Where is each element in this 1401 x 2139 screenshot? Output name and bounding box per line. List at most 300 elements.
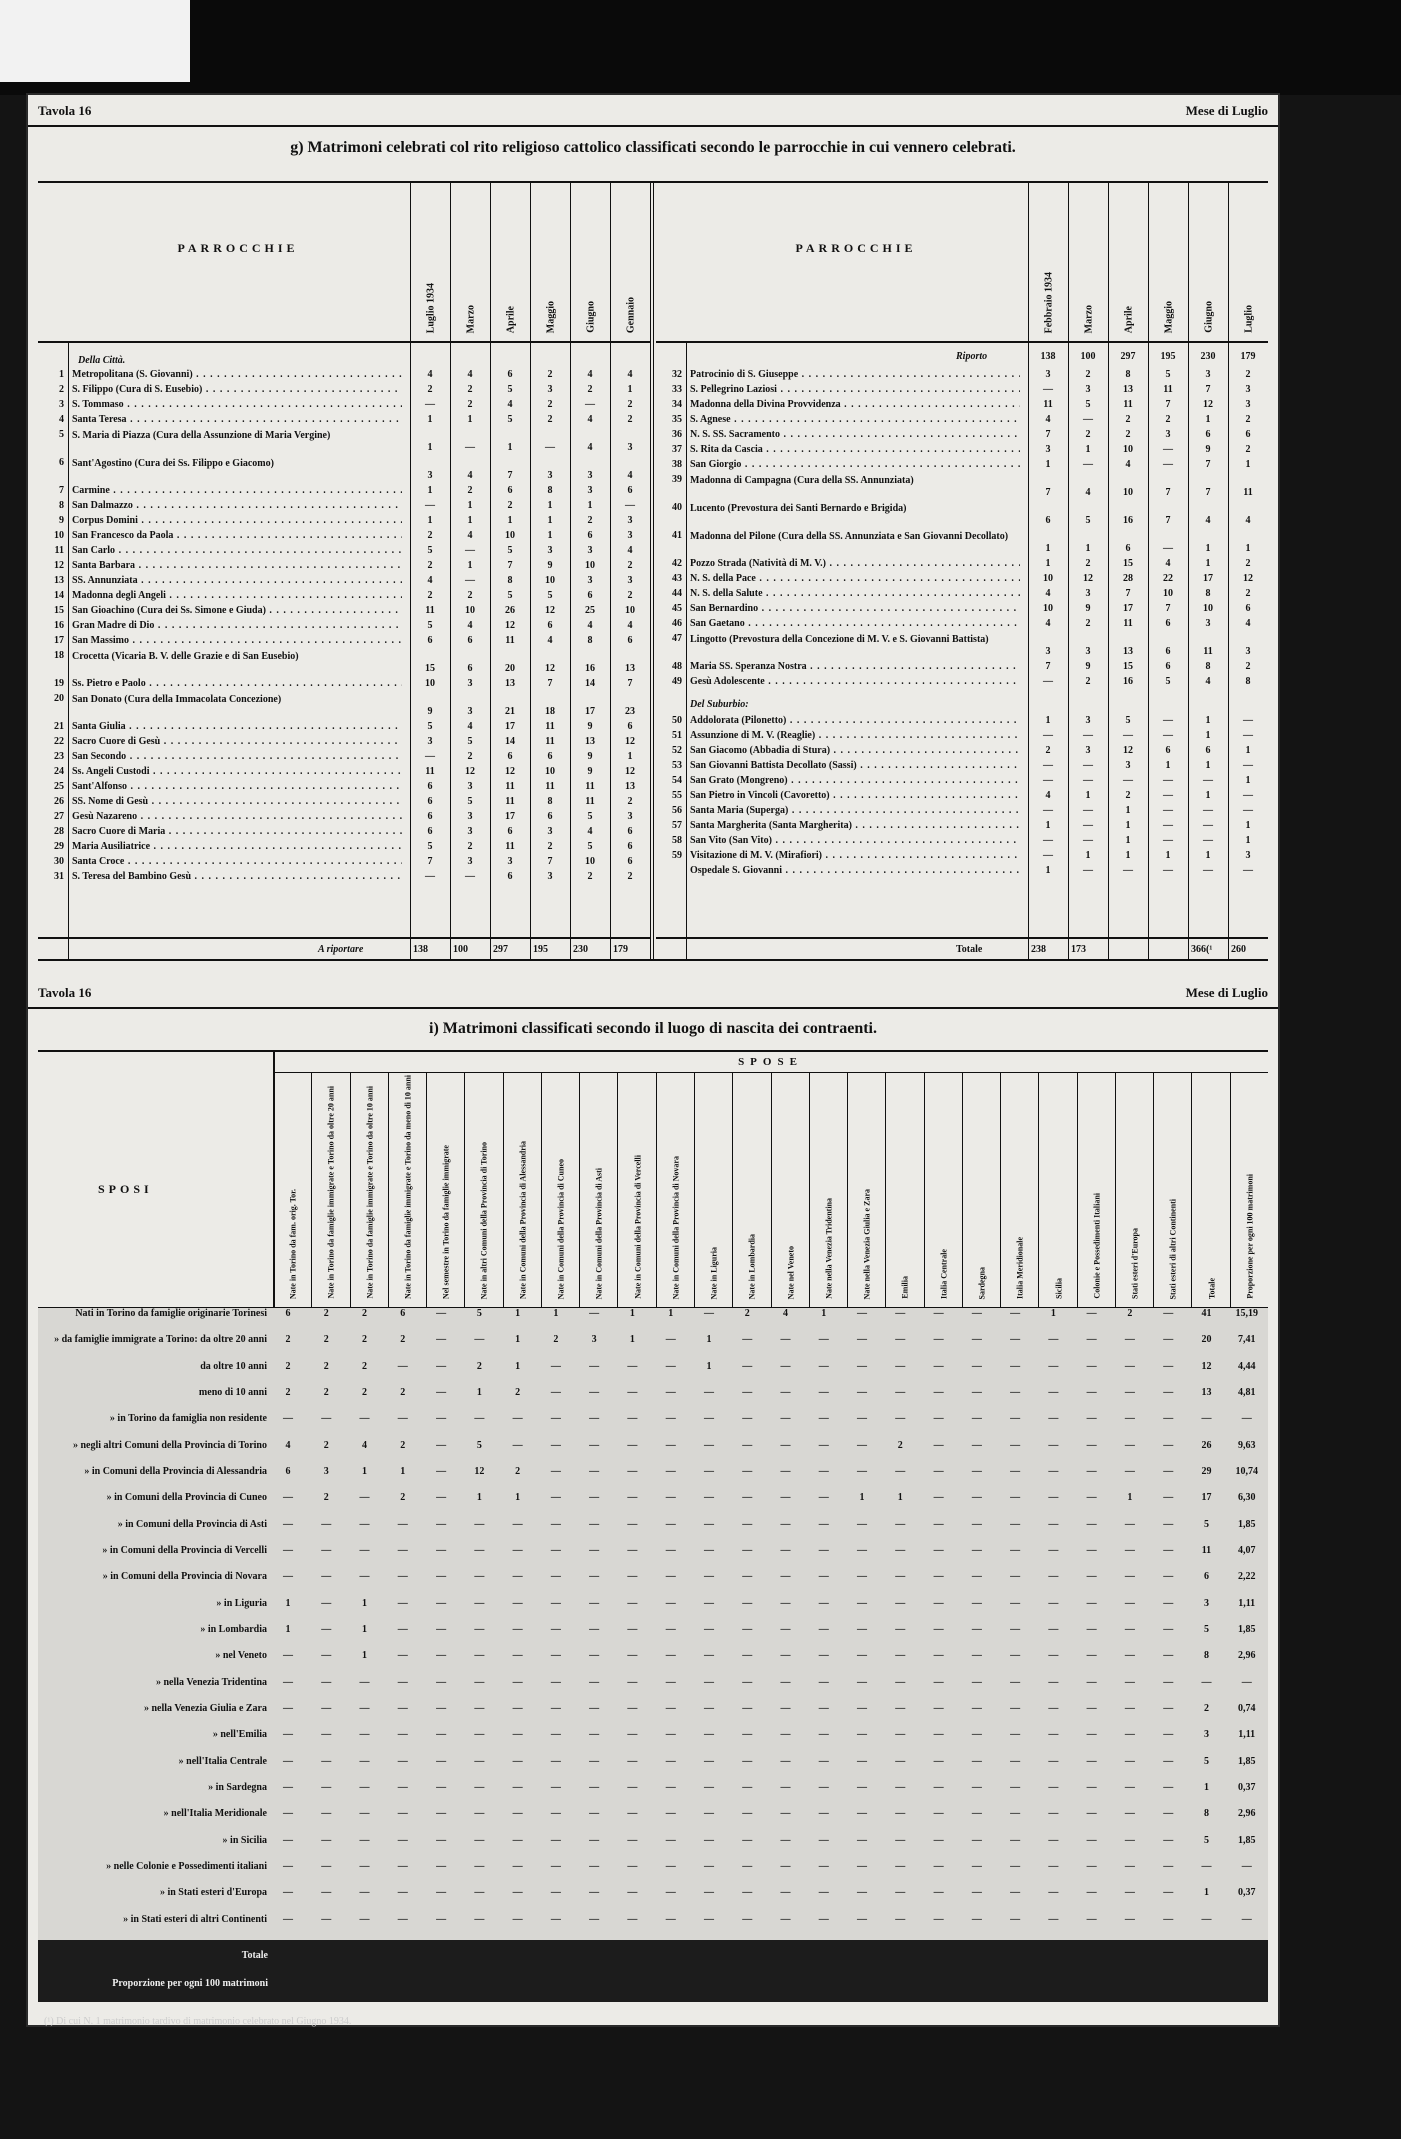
cell-value: — <box>933 1729 944 1741</box>
cell-value: 3 <box>587 485 593 496</box>
cell-value: — <box>550 1676 561 1688</box>
parish-name: SS. Nome di Gesù . . . <box>72 796 402 807</box>
cell-value: — <box>1048 1465 1059 1477</box>
cell-value: 13 <box>625 663 635 674</box>
cell-value: — <box>665 1755 676 1767</box>
cell-value: 1 <box>427 515 433 526</box>
row-number: 11 <box>54 545 64 556</box>
cell-value: — <box>780 1623 791 1635</box>
cell-value: — <box>436 1465 447 1477</box>
cell-value: — <box>818 1913 829 1925</box>
cell-value: — <box>780 1808 791 1820</box>
row-number: 1 <box>59 369 64 380</box>
month-label: Mese di Luglio <box>1185 103 1268 118</box>
row-number: 41 <box>672 530 682 541</box>
cell-value: — <box>321 1834 332 1846</box>
cell-value: — <box>971 1755 982 1767</box>
cell-value: — <box>397 1702 408 1714</box>
cell-value: 1 <box>427 414 433 425</box>
cell-value: 12 <box>1123 745 1133 756</box>
cell-value: — <box>474 1781 485 1793</box>
table-row <box>38 1808 1268 1834</box>
row-proportion: — <box>1241 1413 1252 1425</box>
left-column-header <box>38 181 650 343</box>
row-number: 54 <box>672 775 682 786</box>
cell-value: 11 <box>585 781 595 792</box>
cell-value: 5 <box>1165 369 1171 380</box>
cell-value: 5 <box>427 620 433 631</box>
cell-value: 2 <box>587 515 593 526</box>
table-row <box>38 650 650 678</box>
parish-name: Sant'Alfonso . . . <box>72 781 402 792</box>
cell-value: 2 <box>467 841 473 852</box>
cell-value: 2 <box>515 1386 521 1398</box>
spose-col-header <box>1115 1072 1154 1307</box>
cell-value: 2 <box>323 1360 329 1372</box>
spose-col-header <box>924 1072 963 1307</box>
cell-value: — <box>1124 1650 1135 1662</box>
cell-value: — <box>1048 1860 1059 1872</box>
cell-value: — <box>474 1676 485 1688</box>
cell-value: — <box>742 1913 753 1925</box>
cell-value: — <box>512 1439 523 1451</box>
col-label: Nate in altri Comuni della Provincia di Torino <box>479 1141 489 1299</box>
cell-value: 3 <box>547 470 553 481</box>
col-label: Nate in Comuni della Provincia di Novara <box>671 1155 681 1299</box>
cell-value: 10 <box>505 530 515 541</box>
cell-value: — <box>512 1518 523 1530</box>
cell-value: — <box>933 1887 944 1899</box>
cell-value: — <box>512 1676 523 1688</box>
cell-value: 9 <box>1085 603 1091 614</box>
cell-value: — <box>627 1386 638 1398</box>
row-number: 14 <box>54 590 64 601</box>
cell-value: 1 <box>1245 835 1251 846</box>
footer-value: 173 <box>1071 944 1086 955</box>
cell-value: — <box>857 1702 868 1714</box>
cell-value: 3 <box>627 530 633 541</box>
table-row <box>656 530 1268 558</box>
cell-value: 12 <box>465 766 475 777</box>
table-row <box>38 384 650 399</box>
cell-value: — <box>359 1755 370 1767</box>
cell-value: — <box>589 1887 600 1899</box>
cell-value: — <box>359 1544 370 1556</box>
cell-value: — <box>780 1676 791 1688</box>
parish-name: S. Filippo (Cura di S. Eusebio) . . . <box>72 384 402 395</box>
cell-value: — <box>1086 1860 1097 1872</box>
spose-col-header <box>426 1072 465 1307</box>
table-row <box>656 618 1268 633</box>
cell-value: 4 <box>427 575 433 586</box>
cell-value: — <box>742 1860 753 1872</box>
cell-value: 6 <box>400 1308 406 1319</box>
cell-value: 2 <box>362 1308 368 1319</box>
cell-value: — <box>359 1860 370 1872</box>
table-g <box>38 181 1268 961</box>
cell-value: 2 <box>1045 745 1051 756</box>
table-row <box>38 590 650 605</box>
cell-value: — <box>895 1571 906 1583</box>
row-proportion: 1,85 <box>1237 1518 1256 1530</box>
left-footer-row <box>38 937 650 961</box>
cell-value: — <box>550 1860 561 1872</box>
cell-value: — <box>703 1597 714 1609</box>
cell-value: — <box>933 1755 944 1767</box>
cell-value: — <box>1083 459 1093 470</box>
cell-value: 10 <box>545 766 555 777</box>
row-number: 58 <box>672 835 682 846</box>
cell-value: — <box>283 1413 293 1425</box>
row-proportion: 1,85 <box>1237 1755 1256 1767</box>
cell-value: — <box>550 1650 561 1662</box>
parish-name: S. Tommaso . . . <box>72 399 402 410</box>
cell-value: — <box>321 1413 332 1425</box>
parish-name: Sacro Cuore di Maria . . . <box>72 826 402 837</box>
cell-value: — <box>703 1729 714 1741</box>
cell-value: — <box>895 1518 906 1530</box>
cell-value: — <box>1086 1386 1097 1398</box>
col-label: Nate nella Venezia Tridentina <box>824 1198 834 1299</box>
cell-value: — <box>857 1913 868 1925</box>
table-row <box>38 530 650 545</box>
cell-value: 2 <box>285 1334 291 1346</box>
cell-value: — <box>397 1571 408 1583</box>
cell-value: — <box>971 1676 982 1688</box>
cell-value: 2 <box>1245 414 1251 425</box>
cell-value: — <box>1086 1781 1097 1793</box>
cell-value: 1 <box>1085 444 1091 455</box>
spose-col-header <box>617 1072 656 1307</box>
table-row <box>656 835 1268 850</box>
cell-value: — <box>857 1834 868 1846</box>
spose-col-header <box>1038 1072 1077 1307</box>
cell-value: — <box>1124 1439 1135 1451</box>
cell-value: — <box>780 1439 791 1451</box>
cell-value: — <box>283 1492 293 1504</box>
row-number: 44 <box>672 588 682 599</box>
row-number: 26 <box>54 796 64 807</box>
cell-value: 2 <box>323 1386 329 1398</box>
cell-value: 2 <box>547 414 553 425</box>
parish-name: San Francesco da Paola . . . <box>72 530 402 541</box>
cell-value: 10 <box>585 856 595 867</box>
cell-value: — <box>780 1465 791 1477</box>
row-number: 56 <box>672 805 682 816</box>
cell-value: 6 <box>1245 429 1251 440</box>
cell-value: — <box>283 1676 293 1688</box>
cell-value: — <box>1048 1597 1059 1609</box>
cell-value: 4 <box>783 1308 788 1319</box>
cell-value: — <box>627 1860 638 1872</box>
cell-value: — <box>703 1544 714 1556</box>
cell-value: — <box>971 1360 982 1372</box>
row-number: 39 <box>672 474 682 485</box>
cell-value: 4 <box>362 1439 368 1451</box>
col-label: Totale <box>1207 1277 1217 1299</box>
cell-value: 6 <box>507 369 513 380</box>
cell-value: — <box>589 1860 600 1872</box>
cell-value: — <box>627 1781 638 1793</box>
cell-value: 2 <box>467 751 473 762</box>
row-total: — <box>1201 1413 1212 1425</box>
row-number: 6 <box>59 457 64 468</box>
cell-value: — <box>1243 805 1253 816</box>
parish-name: Santa Barbara . . . <box>72 560 402 571</box>
cell-value: 5 <box>507 384 513 395</box>
section-heading-row <box>656 691 1268 715</box>
cell-value: 1 <box>467 414 473 425</box>
cell-value: — <box>895 1623 906 1635</box>
cell-value: — <box>742 1360 753 1372</box>
cell-value: — <box>818 1808 829 1820</box>
table-row <box>38 1703 1268 1729</box>
cell-value: — <box>933 1439 944 1451</box>
cell-value: — <box>436 1702 447 1714</box>
cell-value: — <box>971 1571 982 1583</box>
cell-value: — <box>550 1702 561 1714</box>
cell-value: — <box>321 1571 332 1583</box>
document-page <box>28 95 1278 2025</box>
cell-value: 4 <box>285 1439 291 1451</box>
cell-value: — <box>436 1887 447 1899</box>
row-label: Nati in Torino da famiglie originarie Torinesi <box>75 1308 267 1319</box>
table-row <box>656 459 1268 474</box>
parish-name: N. S. SS. Sacramento . . . <box>690 429 1020 440</box>
cell-value: — <box>857 1518 868 1530</box>
row-total: 5 <box>1203 1755 1209 1767</box>
cell-value: — <box>933 1623 944 1635</box>
cell-value: — <box>474 1755 485 1767</box>
table-row <box>38 635 650 650</box>
spose-col-header <box>541 1072 580 1307</box>
cell-value: — <box>465 545 475 556</box>
cell-value: — <box>1124 1623 1135 1635</box>
cell-value: — <box>436 1755 447 1767</box>
cell-value: — <box>1243 790 1253 801</box>
parish-name: S. Maria di Piazza (Cura della Assunzione di Maria Vergine) <box>72 430 331 441</box>
cell-value: 7 <box>1045 487 1051 498</box>
cell-value: — <box>665 1360 676 1372</box>
cell-value: 1 <box>629 1308 635 1319</box>
cell-value: 10 <box>465 605 475 616</box>
cell-value: — <box>627 1597 638 1609</box>
cell-value: — <box>436 1308 447 1319</box>
cell-value: — <box>1124 1834 1135 1846</box>
cell-value: — <box>818 1334 829 1346</box>
cell-value: — <box>933 1860 944 1872</box>
cell-value: — <box>857 1729 868 1741</box>
cell-value: — <box>818 1860 829 1872</box>
table-i <box>38 1050 1268 2027</box>
cell-value: 2 <box>1245 558 1251 569</box>
cell-value: — <box>397 1650 408 1662</box>
cell-value: — <box>1010 1597 1021 1609</box>
cell-value: 1 <box>897 1492 903 1504</box>
col-label: Nate in Torino da famiglie immigrate e Torino da meno di 10 anni <box>403 1074 413 1299</box>
cell-value: — <box>1124 1334 1135 1346</box>
col-header: Marzo <box>1068 181 1109 341</box>
cell-value: — <box>1010 1360 1021 1372</box>
cell-value: — <box>1163 543 1173 554</box>
cell-value: 9 <box>1085 661 1091 672</box>
cell-value: — <box>1048 1887 1059 1899</box>
cell-value: 11 <box>1163 384 1173 395</box>
cell-value: — <box>1048 1544 1059 1556</box>
cell-value: — <box>1010 1571 1021 1583</box>
col-header: Gennaio <box>610 181 651 341</box>
parish-name: San Gaetano . . . <box>690 618 1020 629</box>
cell-value: — <box>665 1808 676 1820</box>
spose-col-header <box>1077 1072 1116 1307</box>
cell-value: 10 <box>1163 588 1173 599</box>
row-label: » nell'Italia Centrale <box>178 1755 267 1767</box>
cell-value: — <box>627 1439 638 1451</box>
cell-value: — <box>857 1439 868 1451</box>
cell-value: 1 <box>285 1597 291 1609</box>
cell-value: — <box>627 1413 638 1425</box>
row-label: » in Comuni della Provincia di Vercelli <box>102 1544 267 1556</box>
cell-value: 4 <box>467 721 473 732</box>
cell-value: — <box>895 1702 906 1714</box>
cell-value: 11 <box>505 635 515 646</box>
col-header: Giugno <box>1188 181 1229 341</box>
row-number: 45 <box>672 603 682 614</box>
cell-value: — <box>627 1834 638 1846</box>
cell-value: 1 <box>1205 414 1211 425</box>
col-label: Nate nella Venezia Giulia e Zara <box>862 1188 872 1299</box>
cell-value: — <box>512 1834 523 1846</box>
title-i: i) Matrimoni classificati secondo il luogo di nascita dei contraenti. <box>429 1020 877 1037</box>
parish-name: Santa Croce . . . <box>72 856 402 867</box>
row-total: 26 <box>1201 1439 1212 1451</box>
cell-value: 7 <box>1165 399 1171 410</box>
row-proportion: 15,19 <box>1235 1308 1258 1319</box>
cell-value: — <box>589 1623 600 1635</box>
cell-value: 11 <box>505 841 515 852</box>
row-total: 8 <box>1203 1808 1209 1820</box>
cell-value: — <box>359 1571 370 1583</box>
cell-value: — <box>359 1887 370 1899</box>
cell-value: 10 <box>425 678 435 689</box>
parish-name: N. S. della Salute . . . <box>690 588 1020 599</box>
cell-value: — <box>895 1834 906 1846</box>
cell-value: — <box>971 1439 982 1451</box>
scan-top-border <box>0 0 1401 95</box>
row-number: 37 <box>672 444 682 455</box>
cell-value: 1 <box>1205 558 1211 569</box>
row-proportion: 1,11 <box>1238 1729 1256 1741</box>
row-total: 29 <box>1201 1465 1212 1477</box>
cell-value: — <box>895 1465 906 1477</box>
parish-name: San Carlo . . . <box>72 545 402 556</box>
cell-value: — <box>742 1597 753 1609</box>
cell-value: — <box>321 1623 332 1635</box>
cell-value: — <box>1010 1650 1021 1662</box>
cell-value: — <box>742 1492 753 1504</box>
parish-name: Ss. Angeli Custodi . . . <box>72 766 402 777</box>
parish-name: Sant'Agostino (Cura dei Ss. Filippo e Giacomo) <box>72 458 274 469</box>
cell-value: — <box>474 1650 485 1662</box>
cell-value: — <box>1163 1386 1174 1398</box>
parish-name: San Grato (Mongreno) . . . <box>690 775 1020 786</box>
cell-value: — <box>512 1650 523 1662</box>
cell-value: — <box>1124 1702 1135 1714</box>
riporto-value: 297 <box>1120 351 1136 362</box>
table-row <box>656 865 1268 880</box>
cell-value: — <box>703 1623 714 1635</box>
cell-value: 6 <box>587 590 593 601</box>
cell-value: — <box>474 1702 485 1714</box>
cell-value: — <box>818 1676 829 1688</box>
cell-value: — <box>1086 1755 1097 1767</box>
col-label: Italia Meridionale <box>1015 1237 1025 1299</box>
table-row <box>656 633 1268 661</box>
cell-value: — <box>1124 1755 1135 1767</box>
cell-value: 1 <box>587 500 593 511</box>
cell-value: 1 <box>1205 730 1211 741</box>
col-header: Maggio <box>1148 181 1189 341</box>
cell-value: 11 <box>1123 618 1133 629</box>
cell-value: — <box>1086 1676 1097 1688</box>
sposi-header-cell <box>38 1052 275 1307</box>
cell-value: — <box>425 871 435 882</box>
cell-value: — <box>1203 820 1213 831</box>
cell-value: — <box>1163 775 1173 786</box>
row-number: 48 <box>672 661 682 672</box>
table-g-right <box>656 181 1268 961</box>
cell-value: — <box>895 1676 906 1688</box>
cell-value: 6 <box>627 635 633 646</box>
cell-value: — <box>589 1781 600 1793</box>
cell-value: — <box>321 1597 332 1609</box>
cell-value: 6 <box>427 635 433 646</box>
cell-value: 5 <box>427 545 433 556</box>
cell-value: 6 <box>1165 661 1171 672</box>
cell-value: — <box>1086 1465 1097 1477</box>
cell-value: 12 <box>1203 399 1213 410</box>
cell-value: 1 <box>859 1492 865 1504</box>
riporto-label: Riporto <box>956 351 988 362</box>
cell-value: — <box>397 1834 408 1846</box>
cell-value: 4 <box>467 620 473 631</box>
spose-col-header <box>885 1072 924 1307</box>
cell-value: — <box>589 1544 600 1556</box>
cell-value: 10 <box>1123 487 1133 498</box>
cell-value: — <box>703 1439 714 1451</box>
cell-value: — <box>436 1623 447 1635</box>
table-row <box>38 721 650 736</box>
cell-value: 5 <box>1085 515 1091 526</box>
cell-value: 16 <box>585 663 595 674</box>
cell-value: — <box>665 1544 676 1556</box>
cell-value: — <box>703 1887 714 1899</box>
cell-value: — <box>1163 1913 1174 1925</box>
cell-value: — <box>436 1834 447 1846</box>
cell-value: 13 <box>1123 384 1133 395</box>
cell-value: 7 <box>547 678 553 689</box>
row-label: » in Comuni della Provincia di Novara <box>102 1571 267 1583</box>
cell-value: — <box>933 1597 944 1609</box>
cell-value: 12 <box>625 766 635 777</box>
cell-value: — <box>397 1623 408 1635</box>
cell-value: — <box>1086 1360 1097 1372</box>
riporto-row <box>656 347 1268 369</box>
cell-value: 5 <box>507 545 513 556</box>
cell-value: 3 <box>587 575 593 586</box>
spose-col-header <box>694 1072 733 1307</box>
cell-value: 1 <box>476 1386 482 1398</box>
